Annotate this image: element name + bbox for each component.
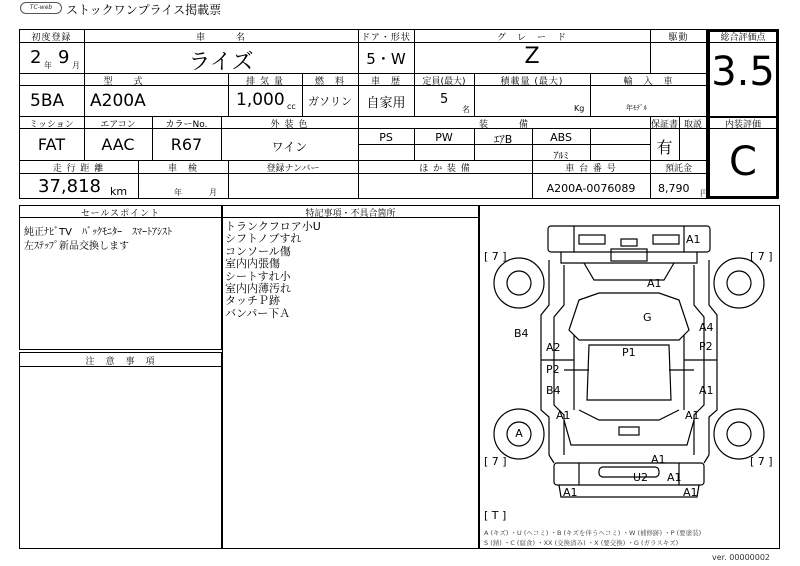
- first-registration-header: 初度登録: [31, 33, 72, 43]
- note-line: コンソール傷: [225, 244, 291, 258]
- door-shape-header: ドア・形状: [361, 33, 411, 43]
- load-unit: Kg: [574, 104, 585, 113]
- mission-value: FAT: [37, 135, 66, 154]
- drive-header: 駆動: [668, 33, 689, 43]
- damage-mark: P2: [699, 340, 713, 353]
- equipment-alloy: ｱﾙﾐ: [553, 151, 569, 162]
- bracket-rear-right: [ 7 ]: [750, 250, 773, 263]
- color-no-header: カラーNo.: [165, 120, 208, 130]
- exterior-color-header: 外 装 色: [270, 120, 309, 130]
- equipment-ps: PS: [379, 131, 393, 144]
- plate-header: 登録ナンバー: [266, 164, 320, 174]
- grade-header: グ レ ー ド: [496, 33, 567, 43]
- sales-point-header: セールスポイント: [80, 209, 161, 219]
- bracket-rear-left: [ 7 ]: [484, 250, 507, 263]
- import-header: 輸 入 車: [623, 77, 674, 87]
- overall-score-header: 総合評価点: [720, 33, 766, 43]
- other-equipment-header: ほ か 装 備: [419, 164, 471, 174]
- notes-header: 特記事項・不具合箇所: [305, 209, 396, 219]
- damage-mark: A: [515, 427, 523, 440]
- damage-mark: U2: [633, 471, 649, 484]
- damage-mark: A1: [685, 409, 700, 422]
- chassis-header: 車 台 番 号: [565, 164, 617, 174]
- legend-line-1: A (キズ) ・U (ヘコミ) ・B (キズを伴うヘコミ) ・W (補修跡) ・P (要塗装): [484, 529, 702, 537]
- displacement-value: 1,000: [236, 90, 285, 110]
- note-line: 室内内薄汚れ: [225, 282, 291, 296]
- logo: [20, 2, 62, 14]
- aircon-value: AAC: [101, 135, 135, 154]
- logo-text: TC-web: [29, 4, 53, 11]
- sales-point-line-2: 左ｽﾃｯﾌﾟ新品交換します: [24, 241, 129, 252]
- damage-mark: G: [643, 311, 652, 324]
- bracket-t: [ T ]: [484, 509, 507, 522]
- damage-mark: A4: [699, 321, 714, 334]
- interior-score-header: 内装評価: [724, 120, 761, 130]
- inspection-year-unit: 年: [174, 188, 182, 197]
- fuel-header: 燃 料: [314, 77, 345, 87]
- car-damage-diagram: [479, 205, 780, 525]
- equipment-airbag: ｴｱB: [493, 133, 513, 146]
- first-reg-month-unit: 月: [72, 61, 80, 70]
- note-line: タッチＰ跡: [225, 294, 280, 308]
- damage-mark: B4: [546, 384, 561, 397]
- load-header: 積載量 (最大): [500, 77, 564, 87]
- equipment-header: 装 備: [478, 120, 529, 130]
- equipment-abs: ABS: [550, 131, 572, 144]
- capacity-header: 定員(最大): [422, 77, 466, 87]
- damage-mark: A1: [556, 409, 571, 422]
- interior-score-value: C: [729, 139, 757, 185]
- notes-list: [225, 221, 321, 320]
- cc-unit: cc: [287, 102, 296, 111]
- mission-header: ミッション: [29, 120, 74, 130]
- model-value: A200A: [90, 91, 146, 111]
- damage-mark: P1: [622, 346, 636, 359]
- model-year-label: 年ﾓﾃﾞﾙ: [626, 104, 647, 112]
- first-reg-year-unit: 年: [44, 61, 52, 70]
- damage-mark: A1: [686, 233, 701, 246]
- overall-score-value: 3.5: [711, 49, 775, 95]
- capacity-unit: 名: [462, 105, 470, 114]
- first-reg-month: 9: [58, 47, 70, 68]
- damage-mark: A1: [563, 486, 578, 499]
- warranty-header: 保証書: [650, 120, 678, 130]
- note-line: 室内内張傷: [225, 257, 280, 271]
- manual-header: 取説: [683, 120, 702, 130]
- caution-box: [19, 352, 222, 549]
- inspection-header: 車 検: [167, 164, 198, 174]
- mileage-header: 走 行 距 離: [52, 164, 105, 174]
- note-line: シフトノブすれ: [225, 232, 302, 246]
- history-value: 自家用: [366, 96, 406, 111]
- damage-mark: P2: [546, 363, 560, 376]
- color-no-value: R67: [170, 135, 203, 154]
- caution-header: 注 意 事 項: [85, 357, 156, 367]
- version-label: ver. 00000002: [712, 553, 771, 562]
- legend-line-2: S (錆) ・C (腐食) ・XX (交換済み) ・X (要交換) ・G (ガラスキズ): [484, 539, 679, 547]
- inspection-month-unit: 月: [209, 188, 217, 197]
- damage-mark: A1: [699, 384, 714, 397]
- car-name-header: 車 名: [195, 33, 246, 43]
- chassis-value: A200A-0076089: [546, 182, 636, 195]
- sales-point-line-1: 純正ﾅﾋﾞTV ﾊﾞｯｸﾓﾆﾀｰ ｽﾏｰﾄｱｼｽﾄ: [24, 227, 172, 238]
- displacement-header: 排 気 量: [246, 77, 284, 87]
- bracket-front-left: [ 7 ]: [484, 455, 507, 468]
- aircon-header: エアコン: [100, 120, 136, 130]
- door-shape-value: 5・W: [366, 50, 406, 68]
- deposit-yen: 円: [700, 189, 708, 198]
- bracket-front-right: [ 7 ]: [750, 455, 773, 468]
- grade-value: Z: [524, 44, 540, 69]
- warranty-value: 有: [656, 138, 673, 157]
- fuel-value: ガソリン: [308, 95, 352, 108]
- mileage-unit: km: [110, 185, 128, 198]
- capacity-value: 5: [440, 92, 449, 107]
- note-line: シートすれ小: [225, 269, 291, 283]
- car-name-value: ライズ: [188, 50, 254, 75]
- note-line: バンパー下Ａ: [225, 306, 291, 320]
- model-prefix: 5BA: [30, 91, 65, 111]
- mileage-value: 37,818: [38, 176, 101, 197]
- exterior-color-value: ワイン: [271, 140, 308, 154]
- document-title: ストックワンプライス掲載票: [66, 3, 222, 17]
- damage-mark: A1: [647, 277, 662, 290]
- first-reg-year: 2: [30, 47, 42, 68]
- damage-mark: A1: [651, 453, 666, 466]
- damage-mark: A2: [546, 341, 561, 354]
- deposit-value: 8,790: [658, 182, 690, 195]
- damage-mark: A1: [667, 471, 682, 484]
- deposit-header: 預託金: [664, 164, 692, 174]
- model-header: 型 式: [103, 77, 144, 87]
- history-header: 車 歴: [370, 77, 401, 87]
- note-line: トランクフロア小U: [225, 220, 321, 233]
- equipment-pw: PW: [435, 131, 453, 144]
- damage-mark: A1: [683, 486, 698, 499]
- damage-mark: B4: [514, 327, 529, 340]
